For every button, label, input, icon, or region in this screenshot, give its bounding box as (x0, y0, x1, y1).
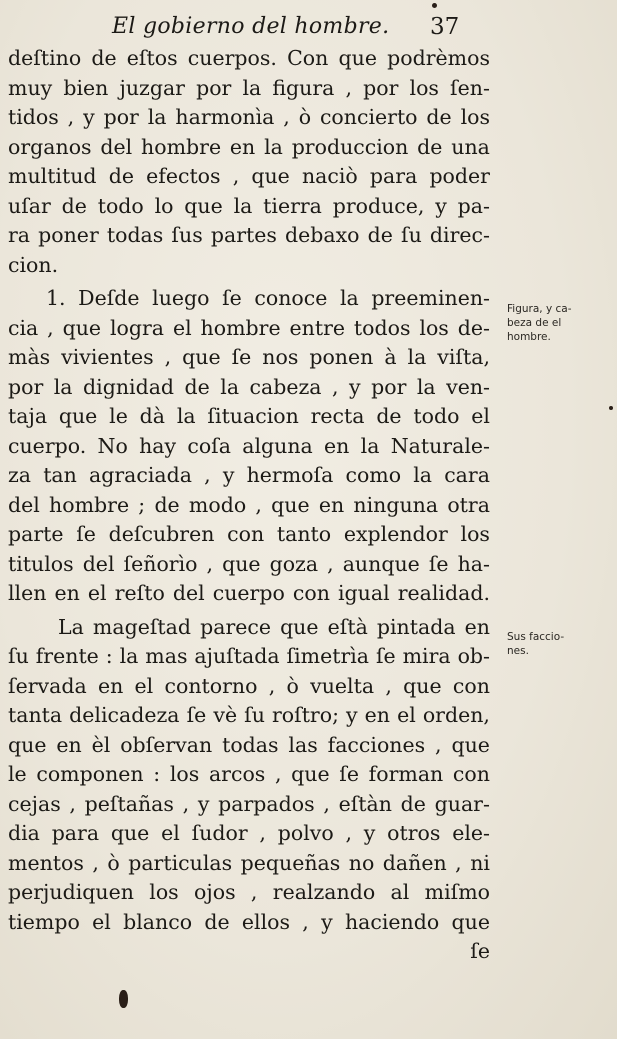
ink-speck (432, 3, 437, 8)
text-line: cia , que logra el hombre entre todos los de- (8, 315, 490, 340)
text-line: del hombre ; de modo , que en ninguna otra (8, 492, 490, 517)
text-line: cuerpo. No hay coſa alguna en la Naturale- (8, 433, 490, 458)
page-header (112, 12, 472, 48)
text-line: mentos , ò particulas pequeñas no dañen , ni (8, 850, 490, 875)
ink-speck (609, 406, 613, 410)
margin-note-line: Figura, y ca- (507, 303, 572, 315)
catchword: ſe (470, 939, 490, 963)
text-line: tidos , y por la harmonìa , ò concierto de los (8, 105, 490, 129)
text-line: llen en el reſto del cuerpo con igual realidad. (8, 581, 490, 605)
text-line: ſervada en el contorno , ò vuelta , que con (8, 673, 490, 698)
text-line: por la dignidad de la cabeza , y por la ven- (8, 374, 490, 399)
text-line: tiempo el blanco de ellos , y haciendo que (8, 909, 490, 934)
margin-note-line: beza de el (507, 317, 562, 329)
text-line: organos del hombre en la produccion de una (8, 134, 490, 159)
text-line: màs vivientes , que ſe nos ponen à la viſta, (8, 345, 490, 369)
text-line: multitud de efectos , que naciò para poder (8, 164, 490, 188)
text-line: deſtino de eſtos cuerpos. Con que podrèmos (8, 46, 490, 70)
margin-note-line: Sus faccio- (507, 631, 565, 643)
margin-note-line: nes. (507, 645, 529, 657)
text-line: taja que le dà la ſituacion recta de todo el (8, 404, 490, 428)
text-line: ſu frente : la mas ajuſtada ſimetrìa ſe mira ob- (8, 644, 490, 668)
page-number: 37 (430, 14, 460, 40)
text-line: cion. (8, 252, 59, 277)
margin-note-facciones (507, 630, 564, 658)
body-text (8, 44, 490, 967)
ink-blot (119, 990, 128, 1008)
text-line: que en èl obſervan todas las facciones , que (8, 732, 490, 757)
margin-note-figura (507, 302, 572, 344)
margin-note-line: hombre. (507, 331, 551, 343)
text-line: titulos del ſeñorìo , que goza , aunque ſe ha- (8, 551, 490, 576)
text-line: perjudiquen los ojos , realzando al miſmo (8, 880, 490, 904)
paragraph-start-line: La mageſtad parece que eſtà pintada en (58, 614, 490, 639)
text-line: parte ſe deſcubren con tanto explendor los (8, 522, 490, 546)
text-line: za tan agraciada , y hermoſa como la cara (8, 463, 490, 487)
text-line: cejas , peſtañas , y parpados , eſtàn de guar- (8, 791, 490, 816)
running-title: El gobierno del hombre. (112, 14, 390, 39)
text-line: uſar de todo lo que la tierra produce, y pa- (8, 193, 490, 218)
text-line: le componen : los arcos , que ſe forman con (8, 762, 490, 786)
text-line: dia para que el ſudor , polvo , y otros ele- (8, 821, 490, 845)
text-line: muy bien juzgar por la figura , por los ſen- (8, 75, 490, 100)
text-line: tanta delicadeza ſe vè ſu roſtro; y en el orden, (8, 703, 490, 727)
paragraph-start-line: 1. Deſde luego ſe conoce la preeminen- (46, 286, 490, 310)
text-line: ra poner todas ſus partes debaxo de ſu direc- (8, 223, 490, 247)
